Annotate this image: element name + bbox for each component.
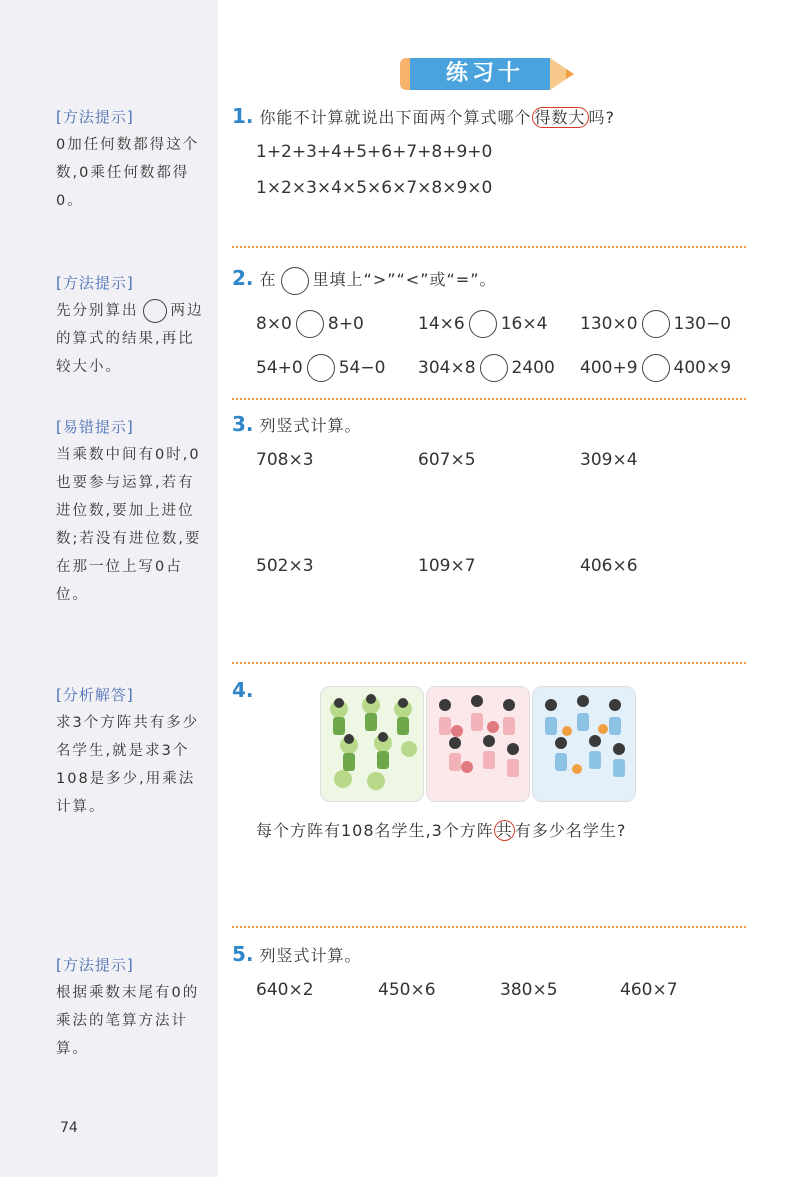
question-2	[232, 266, 497, 295]
expression: 708×3	[256, 450, 314, 470]
compare-item	[580, 354, 731, 382]
compare-right: 16×4	[500, 314, 548, 334]
compare-left: 130×0	[580, 314, 638, 334]
expression: 640×2	[256, 980, 314, 1000]
expression: 406×6	[580, 556, 638, 576]
question-text-before: 每个方阵有108名学生,3个方阵	[256, 821, 494, 840]
question-5	[232, 942, 362, 966]
question-1	[232, 104, 615, 128]
question-text-ring: 共	[495, 821, 513, 840]
answer-circle[interactable]	[296, 310, 324, 338]
answer-circle[interactable]	[307, 354, 335, 382]
tip-label: [分析解答]	[56, 686, 134, 704]
question-text-before: 在	[259, 270, 277, 289]
expression: 1×2×3×4×5×6×7×8×9×0	[256, 178, 493, 198]
answer-circle[interactable]	[642, 354, 670, 382]
question-number: 5.	[232, 942, 254, 966]
divider	[232, 246, 746, 248]
compare-right: 400×9	[673, 358, 732, 378]
sidebar	[0, 0, 218, 1177]
question-4	[232, 678, 260, 702]
question-text: 列竖式计算。	[259, 946, 362, 965]
expression: 1+2+3+4+5+6+7+8+9+0	[256, 142, 493, 162]
divider	[232, 662, 746, 664]
compare-item	[256, 354, 385, 382]
compare-item	[418, 310, 547, 338]
tip-text-before: 先分别算出	[56, 303, 139, 319]
question-text-after: 有多少名学生?	[514, 821, 627, 840]
question-text-after: 里填上“>”“<”或“=”。	[312, 270, 497, 289]
tip-text-after: 两边的算式的结果,再比较大小。	[56, 303, 204, 375]
question-number: 1.	[232, 104, 254, 128]
expression: 380×5	[500, 980, 558, 1000]
compare-item	[580, 310, 731, 338]
expression: 109×7	[418, 556, 476, 576]
tip-3	[56, 416, 206, 609]
question-4-text	[256, 818, 626, 841]
tip-2	[56, 272, 206, 381]
answer-circle[interactable]	[642, 310, 670, 338]
student-formation-image	[320, 686, 424, 802]
expression: 607×5	[418, 450, 476, 470]
compare-left: 54+0	[256, 358, 303, 378]
compare-right: 54−0	[338, 358, 386, 378]
expression: 309×4	[580, 450, 638, 470]
tip-text: 0加任何数都得这个数,0乘任何数都得0。	[56, 137, 200, 209]
question-3	[232, 412, 362, 436]
tip-label: [方法提示]	[56, 956, 134, 974]
tip-label: [方法提示]	[56, 108, 134, 126]
title-banner	[400, 56, 576, 92]
compare-left: 400+9	[580, 358, 638, 378]
question-text-ring: 得数大	[532, 107, 589, 128]
tip-label: [方法提示]	[56, 274, 134, 292]
tip-5	[56, 954, 206, 1063]
compare-right: 130−0	[673, 314, 732, 334]
page-title: 练习十	[445, 61, 524, 86]
question-number: 4.	[232, 678, 254, 702]
question-text-after: 吗?	[588, 108, 616, 127]
expression: 460×7	[620, 980, 678, 1000]
question-number: 3.	[232, 412, 254, 436]
tip-text	[56, 297, 206, 381]
compare-left: 304×8	[418, 358, 476, 378]
compare-right: 2400	[511, 358, 555, 378]
question-text-before: 你能不计算就说出下面两个算式哪个	[259, 108, 532, 127]
answer-circle[interactable]	[480, 354, 508, 382]
student-formation-image	[426, 686, 530, 802]
divider	[232, 926, 746, 928]
question-number: 2.	[232, 266, 254, 290]
tip-text: 求3个方阵共有多少名学生,就是求3个108是多少,用乘法计算。	[56, 715, 200, 815]
compare-left: 14×6	[418, 314, 465, 334]
compare-item	[418, 354, 555, 382]
tip-1	[56, 106, 206, 215]
answer-circle[interactable]	[469, 310, 497, 338]
tip-label: [易错提示]	[56, 418, 134, 436]
tip-4	[56, 684, 206, 821]
students-blue-icon	[533, 687, 635, 801]
compare-item	[256, 310, 364, 338]
compare-right: 8+0	[327, 314, 364, 334]
expression: 502×3	[256, 556, 314, 576]
divider	[232, 398, 746, 400]
compare-left: 8×0	[256, 314, 292, 334]
page-number: 74	[60, 1120, 78, 1136]
tip-text: 根据乘数末尾有0的乘法的笔算方法计算。	[56, 985, 200, 1057]
tip-text: 当乘数中间有0时,0也要参与运算,若有进位数,要加上进位数;若没有进位数,要在那一位上写0占位。	[56, 447, 202, 603]
blank-circle-icon	[143, 299, 167, 323]
blank-circle-icon	[281, 267, 309, 295]
expression: 450×6	[378, 980, 436, 1000]
students-pink-icon	[427, 687, 529, 801]
question-text: 列竖式计算。	[259, 416, 362, 435]
student-formation-image	[532, 686, 636, 802]
students-green-icon	[321, 687, 423, 801]
